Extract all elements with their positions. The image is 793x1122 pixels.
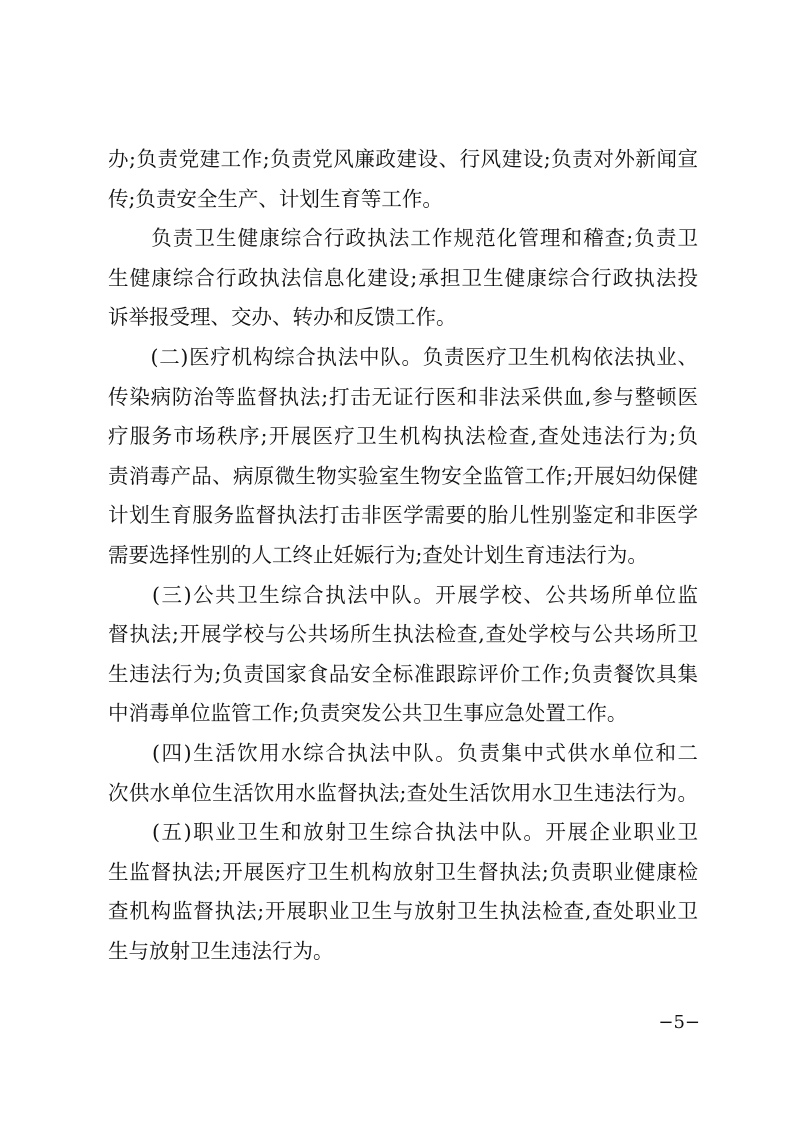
body-text bbox=[108, 140, 698, 971]
text-line: 需要选择性别的人工终止妊娠行为;查处计划生育违法行为。 bbox=[108, 542, 648, 567]
text-line: 生违法行为;负责国家食品安全标准跟踪评价工作;负责餐饮具集 bbox=[108, 661, 698, 686]
text-line: 负责卫生健康综合行政执法工作规范化管理和稽查;负责卫 bbox=[108, 226, 698, 251]
text-line: 次供水单位生活饮用水监督执法;查处生活饮用水卫生违法行为。 bbox=[108, 780, 698, 805]
text-line: 督执法;开展学校与公共场所生执法检查,查处学校与公共场所卫 bbox=[108, 622, 698, 647]
text-line: (三)公共卫生综合执法中队。开展学校、公共场所单位监 bbox=[108, 582, 698, 607]
text-line: (五)职业卫生和放射卫生综合执法中队。开展企业职业卫 bbox=[108, 820, 698, 845]
text-line: 中消毒单位监管工作;负责突发公共卫生事应急处置工作。 bbox=[108, 701, 628, 726]
text-line: 查机构监督执法;开展职业卫生与放射卫生执法检查,查处职业卫 bbox=[108, 899, 698, 924]
text-line: 传染病防治等监督执法;打击无证行医和非法采供血,参与整顿医 bbox=[108, 384, 698, 409]
text-line: 传;负责安全生产、计划生育等工作。 bbox=[108, 186, 443, 211]
text-line: 诉举报受理、交办、转办和反馈工作。 bbox=[108, 305, 457, 330]
text-line: 生健康综合行政执法信息化建设;承担卫生健康综合行政执法投 bbox=[108, 265, 698, 290]
text-line: (四)生活饮用水综合执法中队。负责集中式供水单位和二 bbox=[108, 740, 698, 765]
text-line: 责消毒产品、病原微生物实验室生物安全监管工作;开展妇幼保健 bbox=[108, 463, 698, 488]
text-line: 生与放射卫生违法行为。 bbox=[108, 938, 334, 963]
text-line: 生监督执法;开展医疗卫生机构放射卫生督执法;负责职业健康检 bbox=[108, 859, 698, 884]
text-line: 疗服务市场秩序;开展医疗卫生机构执法检查,查处违法行为;负 bbox=[108, 424, 698, 449]
page-number: −5− bbox=[658, 1012, 700, 1033]
text-line: 办;负责党建工作;负责党风廉政建设、行风建设;负责对外新闻宣 bbox=[108, 147, 698, 171]
text-line: 计划生育服务监督执法打击非医学需要的胎儿性别鉴定和非医学 bbox=[108, 503, 698, 528]
text-line: (二)医疗机构综合执法中队。负责医疗卫生机构依法执业、 bbox=[108, 344, 698, 369]
